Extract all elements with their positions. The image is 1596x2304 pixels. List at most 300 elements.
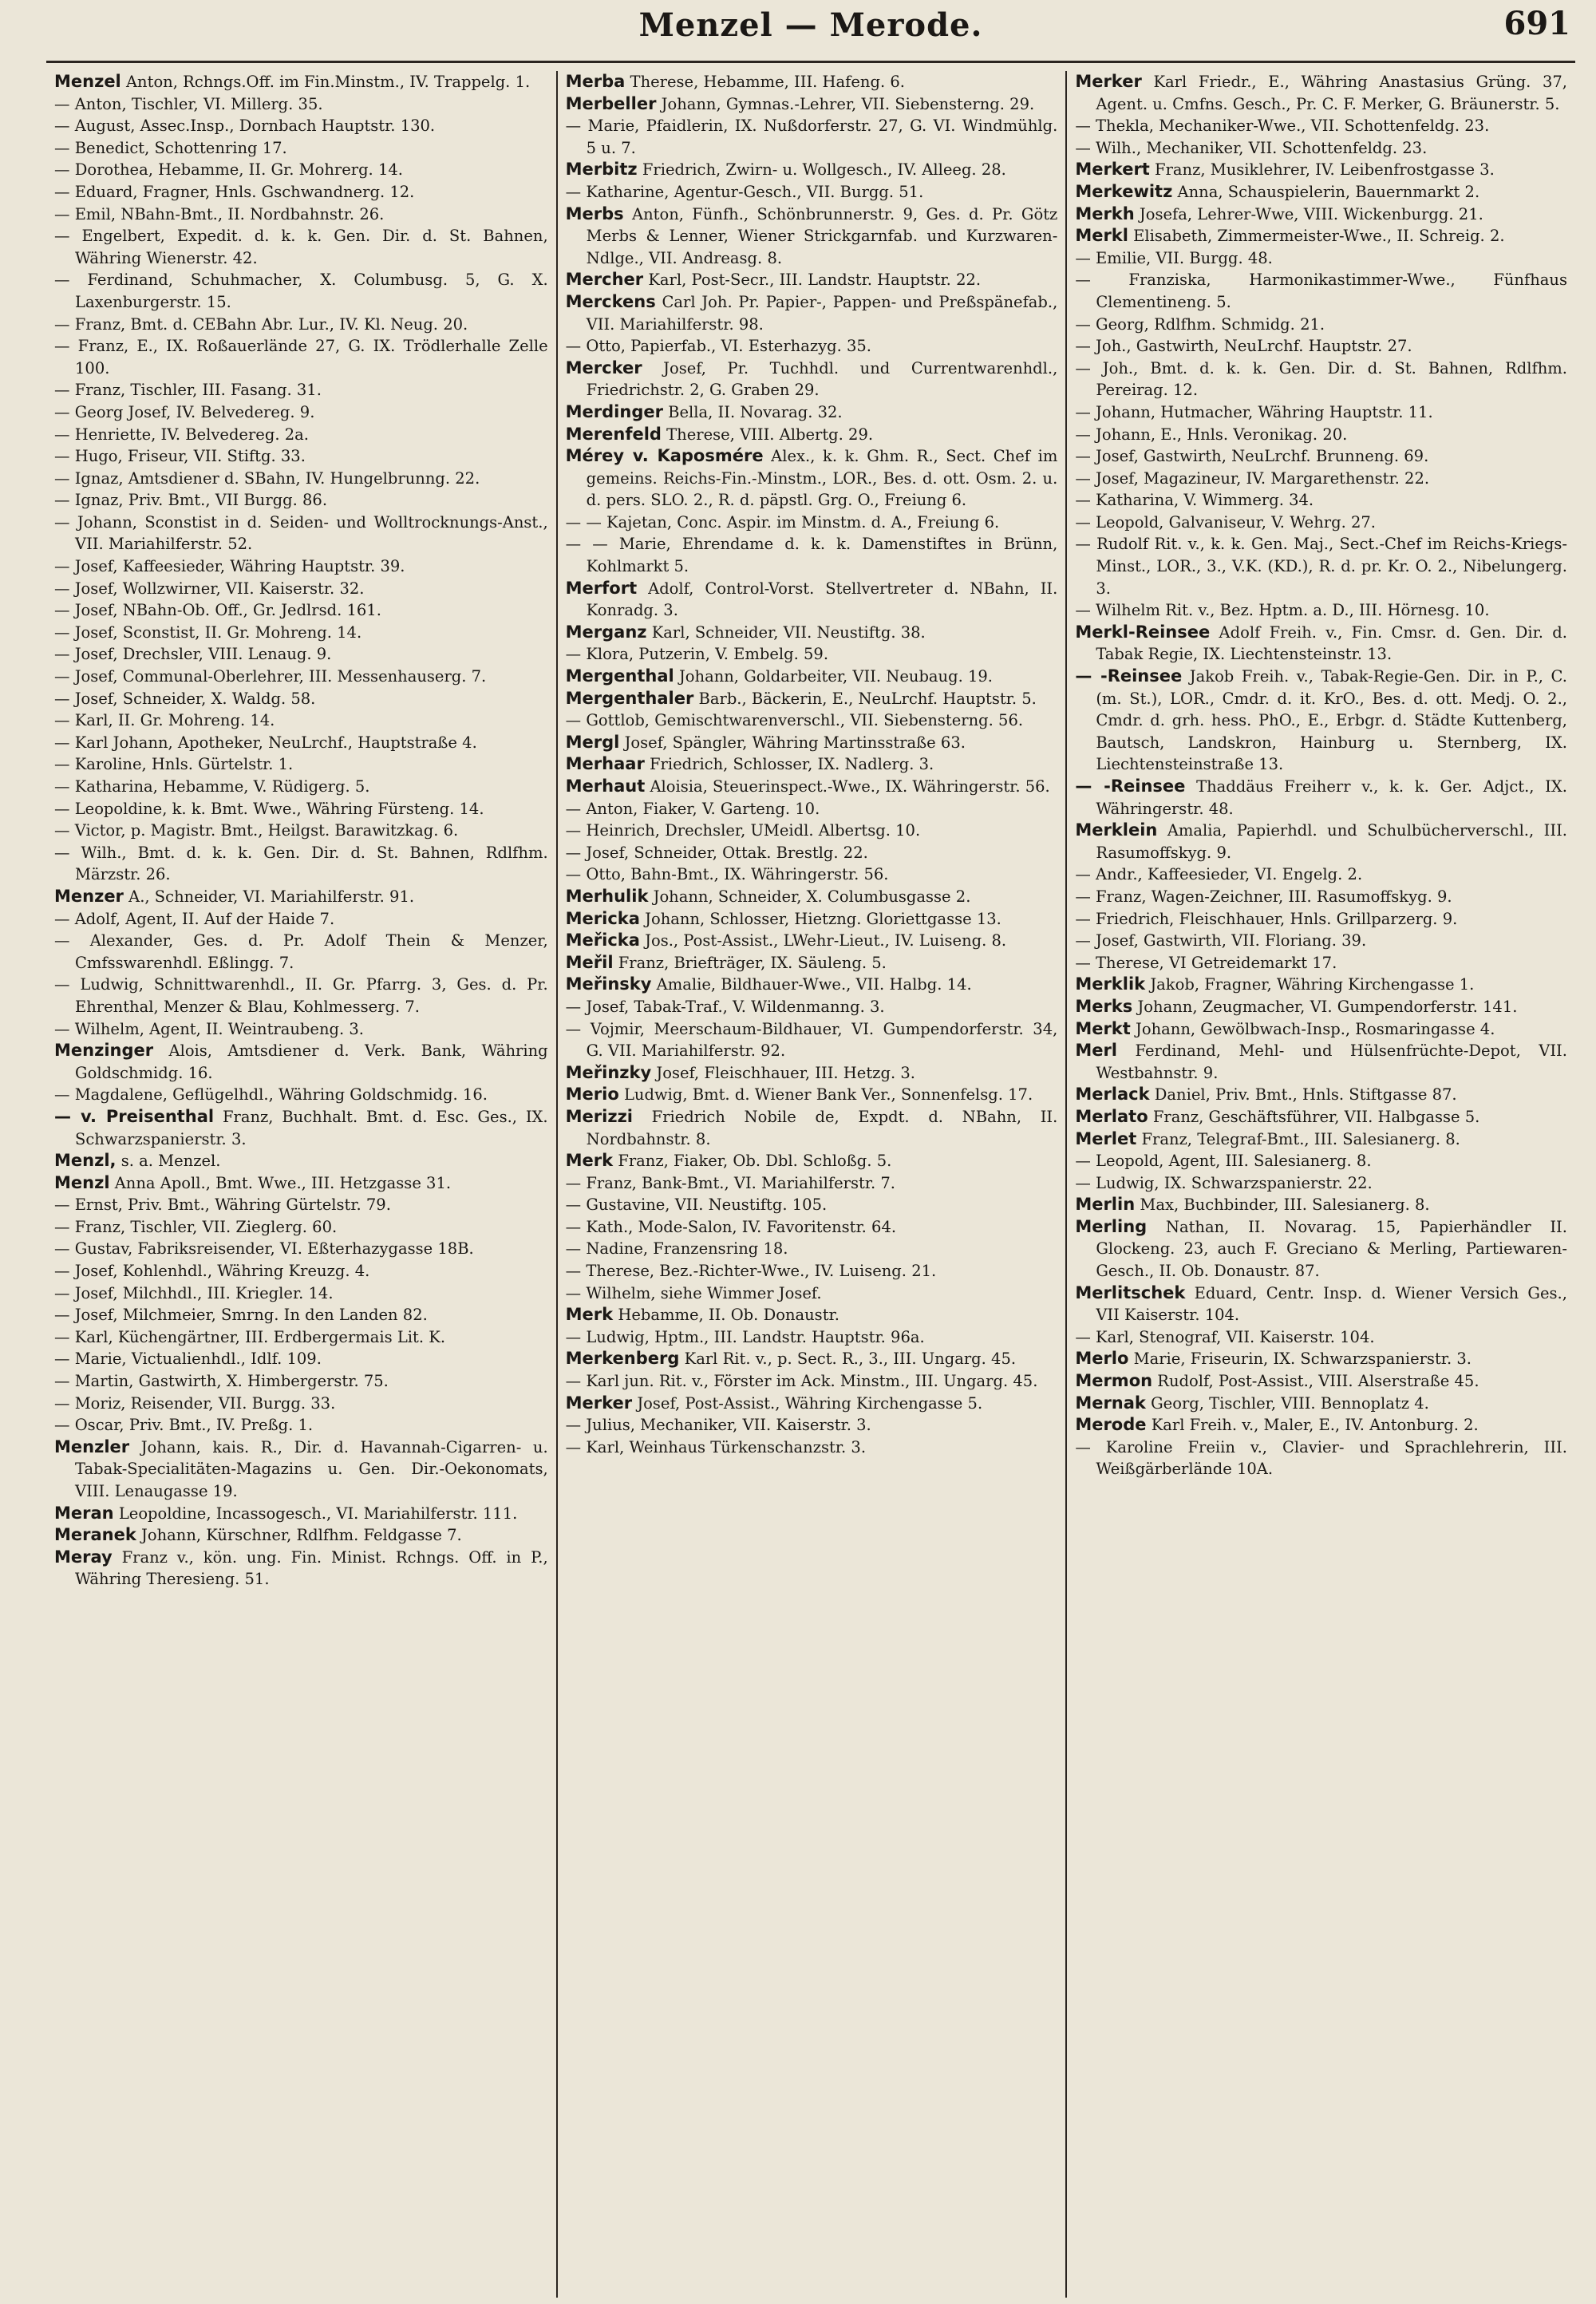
entry-details: — Karl, Küchengärtner, III. Erdbergermais Lit. K.	[54, 1327, 446, 1346]
directory-entry	[54, 974, 548, 1018]
entry-details: — Klora, Putzerin, V. Embelg. 59.	[565, 645, 829, 664]
entry-surname: Merizzi	[565, 1106, 633, 1126]
entry-surname: Merlato	[1075, 1106, 1148, 1126]
entry-details: — Wilh., Mechaniker, VII. Schottenfeldg. 23.	[1075, 138, 1428, 157]
directory-entry	[566, 908, 1058, 931]
entry-details: — Nadine, Franzensring 18.	[565, 1239, 788, 1259]
entry-surname: Mergenthal	[565, 666, 674, 686]
directory-entry	[566, 842, 1058, 864]
directory-entry	[54, 732, 548, 754]
entry-details: — Karoline, Hnls. Gürtelstr. 1.	[54, 755, 294, 774]
directory-entry	[566, 1326, 1058, 1349]
entry-details: A., Schneider, VI. Mariahilferstr. 91.	[123, 887, 415, 906]
directory-entry	[566, 291, 1058, 335]
directory-entry	[54, 512, 548, 555]
entry-details: — August, Assec.Insp., Dornbach Hauptstr. 130.	[54, 117, 436, 136]
directory-entry	[1075, 1282, 1567, 1326]
entry-details: — Emil, NBahn-Bmt., II. Nordbahnstr. 26.	[54, 204, 385, 223]
entry-details: Amalie, Bildhauer-Wwe., VII. Halbg. 14.	[651, 975, 972, 994]
entry-surname: Merlin	[1075, 1195, 1136, 1215]
directory-entry	[1075, 247, 1567, 270]
entry-details: — Eduard, Fragner, Hnls. Gschwandnerg. 12.	[54, 182, 415, 201]
directory-entry	[54, 1282, 548, 1305]
directory-entry	[1075, 1018, 1567, 1041]
entry-details: — Franz, Bank-Bmt., VI. Mariahilferstr. 7.	[565, 1173, 895, 1192]
directory-entry	[54, 555, 548, 578]
entry-details: — Leopold, Galvaniseur, V. Wehrg. 27.	[1075, 512, 1376, 532]
directory-entry	[54, 204, 548, 226]
entry-details: Johann, kais. R., Dir. d. Havannah-Cigarren- u. Tabak-Specialitäten-Magazins u. Gen. Dir.-Oekonomats, VIII. Lenaugasse 19.	[75, 1437, 548, 1500]
entry-details: Georg, Tischler, VIII. Bennoplatz 4.	[1145, 1393, 1429, 1413]
directory-entry	[566, 864, 1058, 886]
entry-details: — Johann, Sconstist in d. Seiden- und Wolltrocknungs-Anst., VII. Mariahilferstr. 52.	[54, 512, 548, 554]
directory-entry	[1075, 1128, 1567, 1151]
entry-surname: Merlo	[1075, 1349, 1129, 1369]
directory-entry	[54, 335, 548, 379]
entry-details: Johann, Zeugmacher, VI. Gumpendorferstr. 141.	[1132, 997, 1518, 1016]
directory-entry	[566, 204, 1058, 270]
directory-entry	[54, 159, 548, 181]
directory-entry	[54, 930, 548, 974]
entry-details: Carl Joh. Pr. Papier-, Pappen- und Preßspänefab., VII. Mariahilferstr. 98.	[586, 292, 1058, 334]
entry-details: Adolf Freih. v., Fin. Cmsr. d. Gen. Dir. d. Tabak Regie, IX. Liechtensteinstr. 13.	[1096, 622, 1567, 664]
entry-details: Franz, Briefträger, IX. Säuleng. 5.	[613, 953, 887, 972]
entry-surname: Merkh	[1075, 204, 1135, 223]
entry-surname: Mercker	[565, 358, 642, 377]
entry-details: — Franz, Tischler, VII. Zieglerg. 60.	[54, 1217, 338, 1236]
directory-entry	[54, 1172, 548, 1195]
entry-surname: Mermon	[1075, 1371, 1153, 1391]
entry-details: — Franz, Tischler, III. Fasang. 31.	[54, 381, 322, 400]
directory-entry	[566, 776, 1058, 798]
entry-details: Anna, Schauspielerin, Bauernmarkt 2.	[1172, 182, 1480, 201]
entry-surname: Merk	[565, 1151, 614, 1171]
directory-entry	[54, 1348, 548, 1370]
directory-entry	[1075, 820, 1567, 864]
entry-details: — Gottlob, Gemischtwarenverschl., VII. Siebensterng. 56.	[565, 711, 1024, 730]
entry-surname: Merkewitz	[1075, 181, 1173, 201]
directory-entry	[54, 445, 548, 468]
directory-entry	[54, 489, 548, 512]
directory-entry	[1075, 1194, 1567, 1216]
entry-details: Jos., Post-Assist., LWehr-Lieut., IV. Luiseng. 8.	[639, 931, 1007, 950]
entry-details: Jakob Freih. v., Tabak-Regie-Gen. Dir. in P., C. (m. St.), LOR., Cmdr. d. it. KrO., Bes. d. ott. Medj. O. 2., Cmdr. d. grh. hess. PhO., E., Erbgr. d. Städte Kuttenberg, Bautsch, Landskron, Hainburg u. Sternberg, IX. Liechtensteinstraße 13.	[1096, 667, 1567, 774]
entry-details: — Franz, Wagen-Zeichner, III. Rasumoffskyg. 9.	[1075, 887, 1452, 906]
directory-entry	[1075, 269, 1567, 313]
directory-entry	[566, 1172, 1058, 1195]
entry-details: — Engelbert, Expedit. d. k. k. Gen. Dir. d. St. Bahnen, Währing Wienerstr. 42.	[54, 227, 548, 267]
directory-entry	[1075, 137, 1567, 160]
directory-entry	[566, 798, 1058, 820]
directory-entry	[54, 93, 548, 116]
directory-column-3	[1065, 71, 1575, 2298]
entry-details: — Alexander, Ges. d. Pr. Adolf Thein & Menzer, Cmfsswarenhdl. Eßlingg. 7.	[54, 931, 548, 972]
directory-entry	[54, 424, 548, 446]
directory-entry	[566, 1260, 1058, 1282]
directory-entry	[1075, 864, 1567, 886]
directory-entry	[1075, 974, 1567, 996]
directory-entry	[566, 1018, 1058, 1062]
directory-entry	[1075, 599, 1567, 622]
entry-details: Leopoldine, Incassogesch., VI. Mariahilferstr. 111.	[113, 1504, 518, 1523]
entry-surname: Merlet	[1075, 1128, 1137, 1148]
directory-entry	[54, 776, 548, 798]
directory-entry	[54, 1370, 548, 1393]
directory-entry	[566, 1304, 1058, 1326]
directory-entry	[1075, 1437, 1567, 1480]
entry-surname: Meřinzky	[565, 1062, 652, 1082]
entry-details: Anna Apoll., Bmt. Wwe., III. Hetzgasse 31.	[109, 1173, 452, 1192]
directory-entry	[1075, 1348, 1567, 1370]
entry-details: — Joh., Bmt. d. k. k. Gen. Dir. d. St. Bahnen, Rdlfhm. Pereirag. 12.	[1075, 358, 1567, 400]
directory-entry	[54, 314, 548, 336]
entry-details: Daniel, Priv. Bmt., Hnls. Stiftgasse 87.	[1149, 1085, 1457, 1105]
directory-entry	[566, 533, 1058, 577]
entry-surname: Merganz	[565, 622, 647, 642]
entry-details: — Johann, E., Hnls. Veronikag. 20.	[1075, 425, 1348, 444]
directory-entry	[54, 688, 548, 710]
entry-details: — Josef, Sconstist, II. Gr. Mohreng. 14.	[54, 622, 362, 642]
directory-entry	[566, 335, 1058, 358]
entry-details: — Moriz, Reisender, VII. Burgg. 33.	[54, 1393, 336, 1413]
entry-details: Rudolf, Post-Assist., VIII. Alserstraße 45.	[1152, 1372, 1479, 1391]
directory-entry	[1075, 71, 1567, 115]
entry-surname: Mérey v. Kaposmére	[565, 446, 764, 466]
directory-entry	[1075, 225, 1567, 247]
directory-entry	[1075, 886, 1567, 908]
entry-details: Jakob, Fragner, Währing Kirchengasse 1.	[1145, 975, 1475, 994]
entry-details: Josef, Fleischhauer, III. Hetzg. 3.	[651, 1063, 915, 1082]
entry-details: — Franziska, Harmonikastimmer-Wwe., Fünfhaus Clementineng. 5.	[1075, 271, 1567, 311]
entry-details: Friedrich, Schlosser, IX. Nadlerg. 3.	[644, 755, 934, 774]
directory-entry	[54, 622, 548, 644]
directory-entry	[1075, 908, 1567, 931]
entry-details: Bella, II. Novarag. 32.	[662, 402, 843, 421]
directory-entry	[566, 512, 1058, 534]
entry-details: — Josef, Kohlenhdl., Währing Kreuzg. 4.	[54, 1262, 370, 1281]
entry-surname: Mergl	[565, 732, 620, 752]
entry-surname: Meřicka	[565, 931, 640, 950]
entry-details: Franz, Buchhalt. Bmt. d. Esc. Ges., IX. Schwarzspanierstr. 3.	[75, 1107, 548, 1148]
directory-entry	[54, 1437, 548, 1503]
entry-details: — Leopoldine, k. k. Bmt. Wwe., Währing Fürsteng. 14.	[54, 799, 484, 818]
entry-details: — Henriette, IV. Belvedereg. 2a.	[54, 425, 309, 444]
entry-details: — Katharina, Hebamme, V. Rüdigerg. 5.	[54, 777, 370, 796]
entry-details: — Ignaz, Priv. Bmt., VII Burgg. 86.	[54, 491, 328, 510]
directory-entry	[566, 820, 1058, 842]
entry-details: Johann, Gewölbwach-Insp., Rosmaringasse 4.	[1130, 1019, 1495, 1038]
directory-entry	[566, 115, 1058, 159]
directory-entry	[1075, 401, 1567, 424]
entry-details: — Emilie, VII. Burgg. 48.	[1075, 248, 1273, 267]
entry-details: — — Kajetan, Conc. Aspir. im Minstm. d. A., Freiung 6.	[565, 512, 1000, 532]
entry-details: — Georg Josef, IV. Belvedereg. 9.	[54, 402, 315, 421]
directory-entry	[566, 1282, 1058, 1305]
entry-surname: Merklik	[1075, 974, 1146, 994]
directory-entry	[566, 401, 1058, 424]
entry-surname: Merkenberg	[565, 1349, 680, 1369]
entry-surname: Merbitz	[565, 160, 638, 180]
directory-entry	[54, 1393, 548, 1415]
entry-surname: Merkert	[1075, 160, 1150, 180]
entry-details: Alois, Amtsdiener d. Verk. Bank, Währing Goldschmidg. 16.	[75, 1041, 548, 1082]
directory-entry	[566, 159, 1058, 181]
directory-entry	[566, 1414, 1058, 1437]
directory-entry	[54, 71, 548, 93]
directory-entry	[1075, 1040, 1567, 1084]
entry-details: Ferdinand, Mehl- und Hülsenfrüchte-Depot, VII. Westbahnstr. 9.	[1096, 1041, 1567, 1082]
entry-details: Franz, Musiklehrer, IV. Leibenfrostgasse 3.	[1149, 160, 1495, 180]
directory-entry	[566, 1062, 1058, 1085]
entry-details: — Vojmir, Meerschaum-Bildhauer, VI. Gumpendorferstr. 34, G. VII. Mariahilferstr. 92.	[565, 1019, 1058, 1061]
entry-details: Amalia, Papierhdl. und Schulbücherverschl., III. Rasumoffskyg. 9.	[1096, 821, 1567, 862]
entry-details: Johann, Schneider, X. Columbusgasse 2.	[648, 887, 971, 906]
entry-details: — Josef, Magazineur, IV. Margarethenstr. 22.	[1075, 468, 1430, 488]
directory-entry	[54, 666, 548, 688]
directory-entry	[566, 1194, 1058, 1216]
entry-surname: Merkt	[1075, 1018, 1131, 1038]
directory-entry	[54, 1150, 548, 1172]
directory-entry	[1075, 776, 1567, 820]
entry-details: — Josef, Kaffeesieder, Währing Hauptstr. 39.	[54, 557, 405, 576]
directory-entry	[54, 468, 548, 490]
directory-entry	[54, 1524, 548, 1547]
directory-entry	[54, 820, 548, 842]
directory-entry	[566, 269, 1058, 291]
directory-entry	[1075, 996, 1567, 1018]
entry-surname: Menzl	[54, 1172, 110, 1192]
entry-details: Elisabeth, Zimmermeister-Wwe., II. Schreig. 2.	[1128, 227, 1505, 246]
entry-details: — Otto, Papierfab., VI. Esterhazyg. 35.	[565, 337, 872, 356]
entry-details: Franz, Geschäftsführer, VII. Halbgasse 5.	[1148, 1107, 1480, 1126]
entry-surname: Merhaut	[565, 777, 646, 796]
entry-details: Karl Rit. v., p. Sect. R., 3., III. Ungarg. 45.	[679, 1350, 1017, 1369]
entry-details: Alex., k. k. Ghm. R., Sect. Chef im gemeins. Reichs-Fin.-Minstm., LOR., Bes. d. ott. Osm. 2. u. d. pers. SLO. 2., R. d. päpstl. Grg. O., Freiung 6.	[586, 447, 1058, 510]
entry-details: — Karl jun. Rit. v., Förster im Ack. Minstm., III. Ungarg. 45.	[565, 1372, 1038, 1391]
entry-surname: Merker	[565, 1393, 633, 1413]
entry-details: Franz, Fiaker, Ob. Dbl. Schloßg. 5.	[613, 1152, 892, 1171]
directory-entry	[1075, 1393, 1567, 1415]
entry-surname: Merlitschek	[1075, 1282, 1186, 1302]
directory-entry	[1075, 1326, 1567, 1349]
directory-entry	[54, 842, 548, 886]
entry-details: — Anton, Fiaker, V. Garteng. 10.	[565, 799, 820, 818]
entry-details: Thaddäus Freiherr v., k. k. Ger. Adjct., IX. Währingerstr. 48.	[1096, 777, 1567, 818]
entry-details: — Thekla, Mechaniker-Wwe., VII. Schottenfeldg. 23.	[1075, 117, 1490, 136]
directory-entry	[1075, 445, 1567, 468]
directory-entry	[1075, 1172, 1567, 1195]
entry-details: Marie, Friseurin, IX. Schwarzspanierstr. 3.	[1128, 1350, 1472, 1369]
page-title: Menzel — Merode.	[638, 6, 983, 44]
entry-details: — Karl, Weinhaus Türkenschanzstr. 3.	[565, 1437, 867, 1456]
entry-surname: Merfort	[565, 578, 638, 598]
entry-details: — Josef, Milchmeier, Smrng. In den Landen 82.	[54, 1306, 428, 1325]
entry-surname: Merklein	[1075, 820, 1158, 840]
directory-entry	[1075, 159, 1567, 181]
entry-details: — Karl, Stenograf, VII. Kaiserstr. 104.	[1075, 1327, 1375, 1346]
directory-entry	[54, 1326, 548, 1349]
entry-details: — Ignaz, Amtsdiener d. SBahn, IV. Hungelbrunng. 22.	[54, 468, 480, 488]
directory-entry	[54, 1414, 548, 1437]
entry-details: — Katharina, V. Wimmerg. 34.	[1075, 491, 1314, 510]
directory-entry	[566, 71, 1058, 93]
entry-details: — Ludwig, Schnittwarenhdl., II. Gr. Pfarrg. 3, Ges. d. Pr. Ehrenthal, Menzer & Blau, Kohlmesserg. 7.	[54, 975, 548, 1016]
directory-entry	[566, 445, 1058, 512]
entry-details: — Josef, Milchhdl., III. Kriegler. 14.	[54, 1283, 334, 1302]
entry-details: — Victor, p. Magistr. Bmt., Heilgst. Barawitzkag. 6.	[54, 821, 459, 840]
entry-details: s. a. Menzel.	[116, 1152, 221, 1171]
directory-entry	[566, 181, 1058, 204]
entry-details: — Hugo, Friseur, VII. Stiftg. 33.	[54, 447, 306, 466]
directory-entry	[1075, 424, 1567, 446]
entry-surname: Menzel	[54, 72, 121, 91]
entry-details: Johann, Goldarbeiter, VII. Neubaug. 19.	[674, 667, 994, 686]
entry-details: — Oscar, Priv. Bmt., IV. Preßg. 1.	[54, 1416, 314, 1435]
entry-details: Franz, Telegraf-Bmt., III. Salesianerg. 8.	[1136, 1129, 1460, 1148]
entry-details: — Anton, Tischler, VI. Millerg. 35.	[54, 94, 323, 113]
directory-entry	[1075, 1150, 1567, 1172]
entry-details: — Marie, Victualienhdl., Idlf. 109.	[54, 1350, 322, 1369]
directory-entry	[54, 1106, 548, 1150]
entry-surname: — -Reinsee	[1075, 777, 1186, 796]
entry-details: Therese, VIII. Albertg. 29.	[661, 425, 874, 444]
directory-entry	[54, 753, 548, 776]
directory-entry	[1075, 1084, 1567, 1106]
entry-surname: — -Reinsee	[1075, 666, 1183, 686]
entry-surname: Merba	[565, 72, 626, 91]
directory-entry	[54, 1238, 548, 1260]
entry-details: Johann, Kürschner, Rdlfhm. Feldgasse 7.	[136, 1526, 462, 1545]
entry-surname: Meranek	[54, 1525, 136, 1545]
directory-entry	[566, 1393, 1058, 1415]
entry-details: — Wilh., Bmt. d. k. k. Gen. Dir. d. St. Bahnen, Rdlfhm. Märzstr. 26.	[54, 843, 548, 884]
entry-details: — Martin, Gastwirth, X. Himbergerstr. 75.	[54, 1372, 389, 1391]
entry-details: Josef, Pr. Tuchhdl. und Currentwarenhdl., Friedrichstr. 2, G. Graben 29.	[586, 358, 1058, 400]
directory-entry	[566, 1150, 1058, 1172]
entry-surname: Meray	[54, 1547, 113, 1567]
directory-entry	[566, 753, 1058, 776]
entry-surname: Mergenthaler	[565, 688, 694, 708]
directory-entry	[1075, 666, 1567, 776]
entry-surname: Merhulik	[565, 886, 649, 906]
entry-details: — Ferdinand, Schuhmacher, X. Columbusg. 5, G. X. Laxenburgerstr. 15.	[54, 271, 548, 311]
directory-entry	[1075, 1414, 1567, 1437]
entry-surname: Menzinger	[54, 1041, 154, 1061]
directory-column-2	[556, 71, 1066, 2298]
directory-entry	[54, 1084, 548, 1106]
entry-details: Adolf, Control-Vorst. Stellvertreter d. NBahn, II. Konradg. 3.	[586, 579, 1058, 620]
entry-details: Josef, Post-Assist., Währing Kirchengasse 5.	[632, 1393, 983, 1413]
entry-details: Karl Friedr., E., Währing Anastasius Grüng. 37, Agent. u. Cmfns. Gesch., Pr. C. F. Merker, G. Bräunerstr. 5.	[1096, 73, 1567, 113]
entry-details: — Benedict, Schottenring 17.	[54, 138, 287, 157]
directory-entry	[54, 1194, 548, 1216]
directory-entry	[1075, 1216, 1567, 1282]
directory-entry	[54, 401, 548, 424]
entry-details: — Gustav, Fabriksreisender, VI. Eßterhazygasse 18B.	[54, 1239, 474, 1259]
entry-surname: Merkl	[1075, 226, 1128, 246]
directory-entry	[1075, 930, 1567, 952]
directory-entry	[566, 996, 1058, 1018]
entry-surname: Merks	[1075, 996, 1133, 1016]
directory-entry	[566, 622, 1058, 644]
directory-entry	[566, 709, 1058, 732]
directory-entry	[54, 798, 548, 820]
directory-entry	[566, 732, 1058, 754]
directory-entry	[54, 1260, 548, 1282]
entry-details: — Josef, Gastwirth, NeuLrchf. Brunneng. 69.	[1075, 447, 1429, 466]
entry-surname: Merckens	[565, 291, 656, 311]
entry-details: Hebamme, II. Ob. Donaustr.	[613, 1306, 839, 1325]
entry-details: — Ernst, Priv. Bmt., Währing Gürtelstr. 79.	[54, 1195, 391, 1215]
entry-details: — Rudolf Rit. v., k. k. Gen. Maj., Sect.-Chef im Reichs-Kriegs-Minst., LOR., 3., V.K. (KD.), R. d. pr. Kr. O. 2., Nibelungerg. 3.	[1075, 535, 1567, 598]
entry-details: — Josef, Communal-Oberlehrer, III. Messenhauserg. 7.	[54, 667, 487, 686]
directory-entry	[54, 115, 548, 137]
directory-entry	[1075, 1106, 1567, 1128]
entry-details: Josefa, Lehrer-Wwe, VIII. Wickenburgg. 21.	[1134, 204, 1483, 223]
entry-surname: Mericka	[565, 908, 640, 928]
entry-details: — Josef, NBahn-Ob. Off., Gr. Jedlrsd. 161.	[54, 601, 381, 620]
entry-details: — Karoline Freiin v., Clavier- und Sprachlehrerin, III. Weißgärberlände 10A.	[1075, 1437, 1567, 1479]
directory-entry	[54, 886, 548, 908]
entry-details: — Franz, Bmt. d. CEBahn Abr. Lur., IV. Kl. Neug. 20.	[54, 314, 468, 334]
entry-details: Josef, Spängler, Währing Martinsstraße 63.	[619, 733, 966, 752]
entry-details: — Therese, Bez.-Richter-Wwe., IV. Luiseng. 21.	[565, 1262, 937, 1281]
entry-surname: Merk	[565, 1305, 614, 1325]
entry-details: Karl, Schneider, VII. Neustiftg. 38.	[646, 622, 926, 642]
entry-details: — Julius, Mechaniker, VII. Kaiserstr. 3.	[565, 1416, 871, 1435]
entry-details: Barb., Bäckerin, E., NeuLrchf. Hauptstr. 5.	[693, 689, 1037, 708]
entry-details: — Johann, Hutmacher, Währing Hauptstr. 11.	[1075, 402, 1433, 421]
directory-entry	[566, 1084, 1058, 1106]
entry-details: — Katharine, Agentur-Gesch., VII. Burgg. 51.	[565, 182, 924, 201]
entry-details: — Josef, Schneider, X. Waldg. 58.	[54, 689, 316, 708]
entry-details: Max, Buchbinder, III. Salesianerg. 8.	[1135, 1195, 1430, 1215]
entry-details: — Therese, VI Getreidemarkt 17.	[1075, 953, 1337, 972]
entry-details: — Marie, Pfaidlerin, IX. Nußdorferstr. 27, G. VI. Windmühlg. 5 u. 7.	[565, 117, 1058, 157]
entry-details: — Wilhelm, Agent, II. Weintraubeng. 3.	[54, 1019, 364, 1038]
directory-entry	[566, 930, 1058, 952]
directory-column-1	[46, 71, 556, 2298]
entry-surname: Merlack	[1075, 1085, 1150, 1105]
entry-surname: Meran	[54, 1503, 114, 1523]
entry-details: Eduard, Centr. Insp. d. Wiener Versich Ges., VII Kaiserstr. 104.	[1096, 1283, 1567, 1325]
directory-entry	[566, 643, 1058, 666]
entry-details: — Adolf, Agent, II. Auf der Haide 7.	[54, 909, 335, 928]
entry-details: — Josef, Tabak-Traf., V. Wildenmanng. 3.	[565, 997, 885, 1016]
entry-surname: Meřinsky	[565, 974, 652, 994]
entry-surname: Merode	[1075, 1415, 1147, 1435]
directory-entry	[1075, 115, 1567, 137]
entry-details: Franz v., kön. ung. Fin. Minist. Rchngs. Off. in P., Währing Theresieng. 51.	[75, 1547, 548, 1589]
directory-entry	[54, 1547, 548, 1591]
directory-entry	[54, 1503, 548, 1525]
entry-details: — Otto, Bahn-Bmt., IX. Währingerstr. 56.	[565, 865, 889, 884]
entry-details: — — Marie, Ehrendame d. k. k. Damenstiftes in Brünn, Kohlmarkt 5.	[565, 535, 1058, 576]
directory-entry	[566, 886, 1058, 908]
directory-entry	[1075, 181, 1567, 204]
directory-entry	[566, 1370, 1058, 1393]
entry-details: — Leopold, Agent, III. Salesianerg. 8.	[1075, 1152, 1372, 1171]
entry-surname: Menzler	[54, 1437, 130, 1456]
entry-surname: Merenfeld	[565, 424, 662, 444]
entry-details: — Georg, Rdlfhm. Schmidg. 21.	[1075, 314, 1325, 334]
directory-entry	[54, 269, 548, 313]
directory-entry	[54, 643, 548, 666]
entry-surname: Menzl,	[54, 1151, 117, 1171]
directory-entry	[566, 93, 1058, 116]
entry-details: — Wilhelm Rit. v., Bez. Hptm. a. D., III. Hörnesg. 10.	[1075, 601, 1490, 620]
entry-surname: Merdinger	[565, 401, 663, 421]
